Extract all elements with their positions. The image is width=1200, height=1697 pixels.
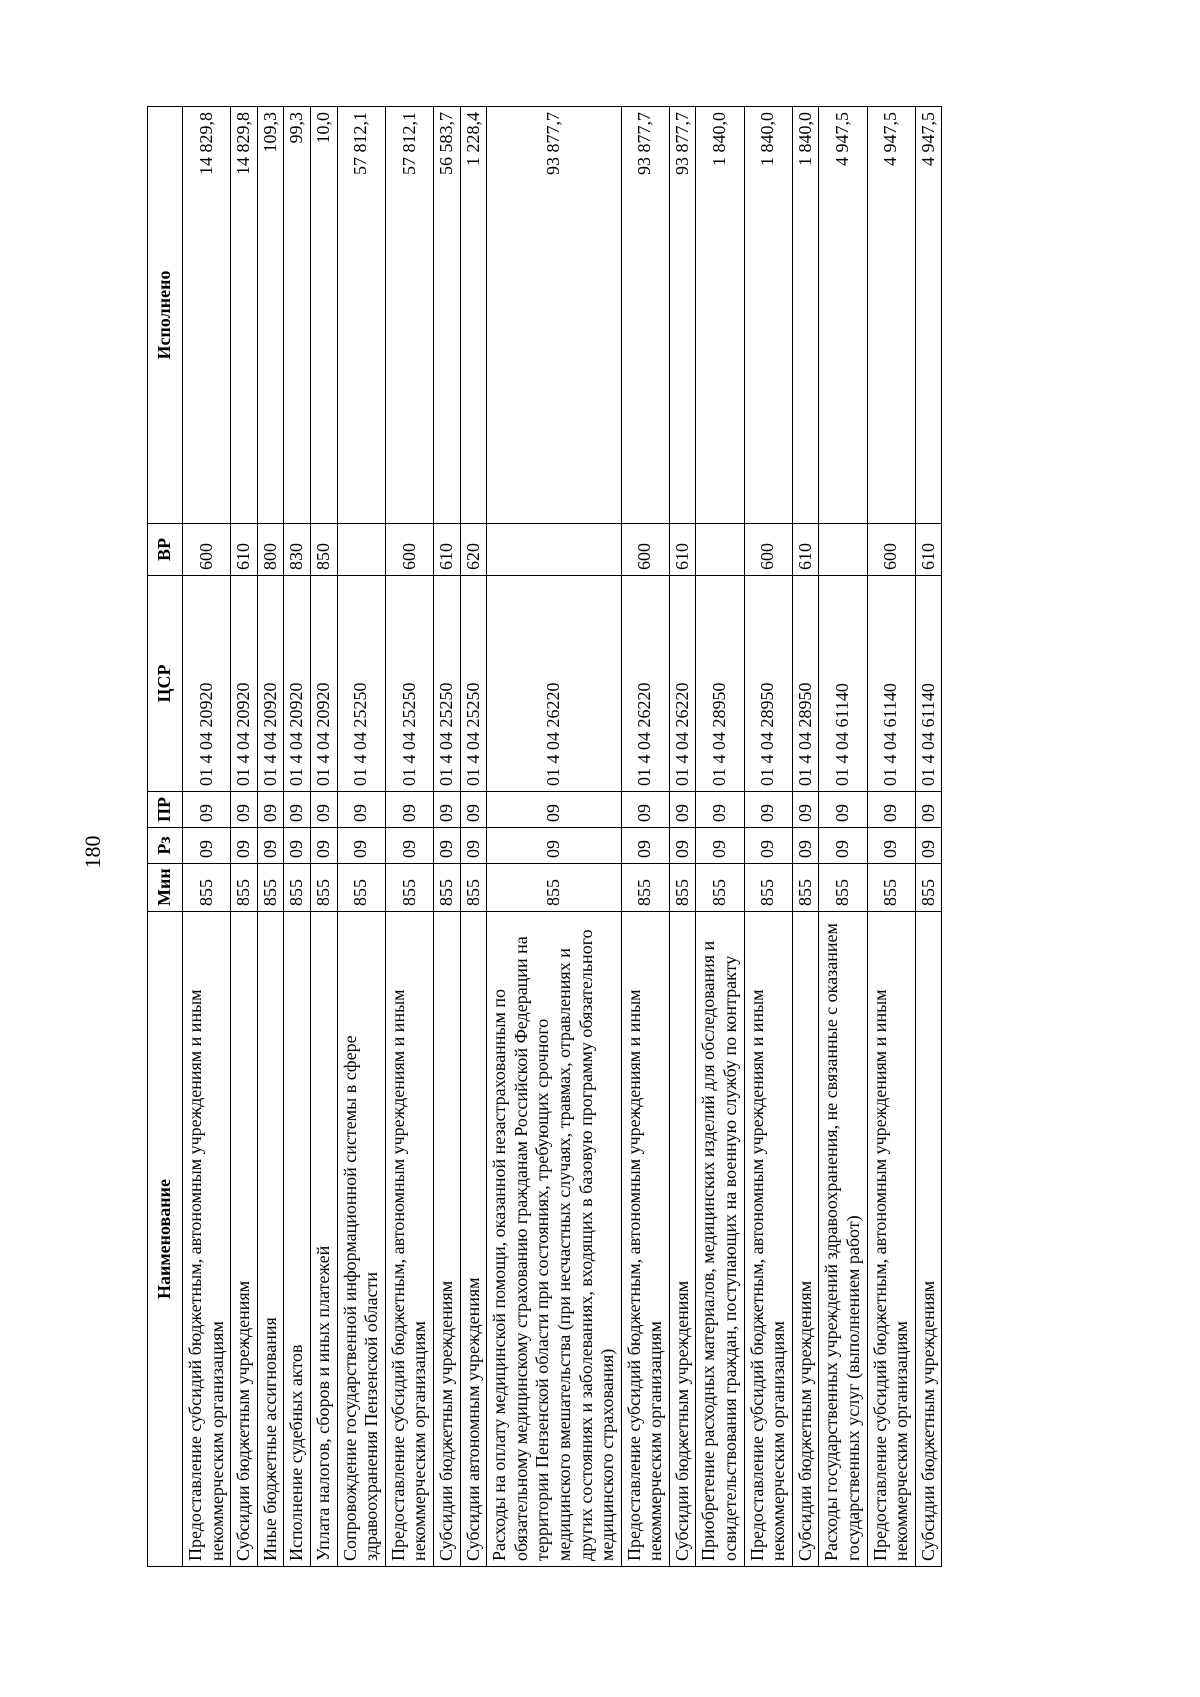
cell-vr: [696, 524, 744, 576]
cell-pr: 09: [183, 792, 231, 828]
header-min: Мин: [148, 864, 183, 912]
cell-min: 855: [337, 864, 385, 912]
cell-done: 93 877,7: [669, 107, 696, 524]
table-row: [385, 107, 433, 1567]
cell-min: 855: [183, 864, 231, 912]
table-row: [337, 107, 385, 1567]
table-row: [310, 107, 337, 1567]
cell-done: 10,0: [310, 107, 337, 524]
header-done: Исполнено: [148, 107, 183, 524]
cell-min: 855: [792, 864, 819, 912]
cell-name: Расходы на оплату медицинской помощи, оказанной незастрахованным по обязательному медицинскому страхованию гражданам Российской Федерации на территории Пензенской области при состояниях, требующих срочного медицинского вмешательства (при несчастных случаях, травмах, отравлениях и других состояниях и заболеваниях, входящих в базовую программу обязательного медицинского страхования): [487, 912, 622, 1567]
page-number: 180: [80, 835, 105, 869]
cell-vr: 610: [915, 524, 942, 576]
cell-pr: 09: [669, 792, 696, 828]
cell-name: Исполнение судебных актов: [284, 912, 311, 1567]
cell-name: Предоставление субсидий бюджетным, автономным учреждениям и иным некоммерческим организациям: [867, 912, 915, 1567]
cell-rz: 09: [487, 828, 622, 864]
table-row: [915, 107, 942, 1567]
cell-pr: 09: [744, 792, 792, 828]
cell-rz: 09: [867, 828, 915, 864]
cell-csr: 01 4 04 26220: [621, 576, 669, 792]
cell-done: 1 840,0: [744, 107, 792, 524]
cell-csr: 01 4 04 25250: [385, 576, 433, 792]
table-row: [257, 107, 284, 1567]
cell-done: 14 829,8: [183, 107, 231, 524]
cell-name: Субсидии бюджетным учреждениям: [231, 912, 258, 1567]
cell-pr: 09: [231, 792, 258, 828]
cell-rz: 09: [669, 828, 696, 864]
cell-vr: 600: [183, 524, 231, 576]
cell-done: 57 812,1: [385, 107, 433, 524]
cell-name: Приобретение расходных материалов, медицинских изделий для обследования и освидетельствования граждан, поступающих на военную службу по контракту: [696, 912, 744, 1567]
table-row: [792, 107, 819, 1567]
cell-vr: 600: [744, 524, 792, 576]
cell-name: Расходы государственных учреждений здравоохранения, не связанные с оказанием государственных услуг (выполнением работ): [819, 912, 867, 1567]
cell-min: 855: [231, 864, 258, 912]
header-pr: ПР: [148, 792, 183, 828]
cell-vr: 610: [433, 524, 460, 576]
cell-done: 14 829,8: [231, 107, 258, 524]
cell-name: Сопровождение государственной информационной системы в сфере здравоохранения Пензенской области: [337, 912, 385, 1567]
cell-vr: [337, 524, 385, 576]
table-row: [669, 107, 696, 1567]
cell-csr: 01 4 04 61140: [915, 576, 942, 792]
cell-vr: 610: [669, 524, 696, 576]
cell-csr: 01 4 04 61140: [819, 576, 867, 792]
cell-rz: 09: [433, 828, 460, 864]
cell-vr: 600: [621, 524, 669, 576]
cell-min: 855: [915, 864, 942, 912]
cell-csr: 01 4 04 20920: [231, 576, 258, 792]
cell-vr: 610: [792, 524, 819, 576]
cell-min: 855: [819, 864, 867, 912]
cell-vr: 620: [460, 524, 487, 576]
cell-name: Предоставление субсидий бюджетным, автономным учреждениям и иным некоммерческим организациям: [183, 912, 231, 1567]
cell-csr: 01 4 04 25250: [337, 576, 385, 792]
cell-pr: 09: [257, 792, 284, 828]
cell-rz: 09: [460, 828, 487, 864]
cell-csr: 01 4 04 61140: [867, 576, 915, 792]
cell-done: 4 947,5: [915, 107, 942, 524]
cell-pr: 09: [284, 792, 311, 828]
cell-vr: [819, 524, 867, 576]
cell-done: 1 228,4: [460, 107, 487, 524]
table-row: [867, 107, 915, 1567]
cell-csr: 01 4 04 25250: [433, 576, 460, 792]
cell-min: 855: [460, 864, 487, 912]
cell-rz: 09: [819, 828, 867, 864]
cell-pr: 09: [385, 792, 433, 828]
cell-name: Уплата налогов, сборов и иных платежей: [310, 912, 337, 1567]
header-name: Наименование: [148, 912, 183, 1567]
cell-pr: 09: [310, 792, 337, 828]
cell-rz: 09: [337, 828, 385, 864]
cell-rz: 09: [310, 828, 337, 864]
table-row: [460, 107, 487, 1567]
cell-csr: 01 4 04 28950: [744, 576, 792, 792]
cell-csr: 01 4 04 20920: [257, 576, 284, 792]
header-rz: Рз: [148, 828, 183, 864]
cell-min: 855: [433, 864, 460, 912]
cell-rz: 09: [915, 828, 942, 864]
cell-csr: 01 4 04 20920: [310, 576, 337, 792]
cell-name: Субсидии бюджетным учреждениям: [792, 912, 819, 1567]
table-row: [284, 107, 311, 1567]
cell-name: Субсидии бюджетным учреждениям: [915, 912, 942, 1567]
cell-rz: 09: [257, 828, 284, 864]
cell-done: 1 840,0: [792, 107, 819, 524]
cell-name: Субсидии бюджетным учреждениям: [433, 912, 460, 1567]
cell-pr: 09: [460, 792, 487, 828]
cell-pr: 09: [915, 792, 942, 828]
cell-csr: 01 4 04 26220: [487, 576, 622, 792]
cell-done: 109,3: [257, 107, 284, 524]
cell-csr: 01 4 04 25250: [460, 576, 487, 792]
cell-csr: 01 4 04 28950: [696, 576, 744, 792]
cell-name: Предоставление субсидий бюджетным, автономным учреждениям и иным некоммерческим организациям: [744, 912, 792, 1567]
cell-min: 855: [487, 864, 622, 912]
cell-csr: 01 4 04 26220: [669, 576, 696, 792]
table-row: [696, 107, 744, 1567]
table-row: [487, 107, 622, 1567]
cell-rz: 09: [744, 828, 792, 864]
cell-done: 1 840,0: [696, 107, 744, 524]
cell-done: 56 583,7: [433, 107, 460, 524]
cell-rz: 09: [284, 828, 311, 864]
cell-min: 855: [669, 864, 696, 912]
cell-pr: 09: [433, 792, 460, 828]
table-body: [183, 107, 942, 1567]
table-row: [819, 107, 867, 1567]
table-row: [183, 107, 231, 1567]
cell-done: 99,3: [284, 107, 311, 524]
cell-pr: 09: [867, 792, 915, 828]
cell-rz: 09: [621, 828, 669, 864]
cell-csr: 01 4 04 28950: [792, 576, 819, 792]
table-row: [744, 107, 792, 1567]
cell-min: 855: [696, 864, 744, 912]
header-csr: ЦСР: [148, 576, 183, 792]
rotated-table-wrapper: [147, 107, 1072, 1567]
header-vr: ВР: [148, 524, 183, 576]
cell-name: Предоставление субсидий бюджетным, автономным учреждениям и иным некоммерческим организациям: [385, 912, 433, 1567]
cell-min: 855: [621, 864, 669, 912]
cell-name: Иные бюджетные ассигнования: [257, 912, 284, 1567]
cell-vr: 600: [385, 524, 433, 576]
cell-pr: 09: [337, 792, 385, 828]
cell-name: Субсидии бюджетным учреждениям: [669, 912, 696, 1567]
cell-vr: 830: [284, 524, 311, 576]
cell-pr: 09: [621, 792, 669, 828]
cell-min: 855: [385, 864, 433, 912]
cell-rz: 09: [696, 828, 744, 864]
cell-csr: 01 4 04 20920: [284, 576, 311, 792]
cell-done: 4 947,5: [819, 107, 867, 524]
cell-pr: 09: [696, 792, 744, 828]
cell-rz: 09: [231, 828, 258, 864]
cell-name: Предоставление субсидий бюджетным, автономным учреждениям и иным некоммерческим организациям: [621, 912, 669, 1567]
cell-vr: 600: [867, 524, 915, 576]
cell-vr: 800: [257, 524, 284, 576]
cell-min: 855: [310, 864, 337, 912]
cell-csr: 01 4 04 20920: [183, 576, 231, 792]
cell-min: 855: [867, 864, 915, 912]
cell-done: 4 947,5: [867, 107, 915, 524]
cell-rz: 09: [183, 828, 231, 864]
cell-rz: 09: [792, 828, 819, 864]
table-row: [433, 107, 460, 1567]
cell-vr: 850: [310, 524, 337, 576]
cell-vr: [487, 524, 622, 576]
table-row: [621, 107, 669, 1567]
cell-pr: 09: [792, 792, 819, 828]
cell-pr: 09: [819, 792, 867, 828]
budget-table: [147, 106, 942, 1567]
cell-done: 93 877,7: [621, 107, 669, 524]
cell-pr: 09: [487, 792, 622, 828]
table-header-row: [148, 107, 183, 1567]
cell-name: Субсидии автономным учреждениям: [460, 912, 487, 1567]
cell-done: 57 812,1: [337, 107, 385, 524]
cell-done: 93 877,7: [487, 107, 622, 524]
cell-rz: 09: [385, 828, 433, 864]
cell-min: 855: [284, 864, 311, 912]
cell-vr: 610: [231, 524, 258, 576]
cell-min: 855: [744, 864, 792, 912]
table-row: [231, 107, 258, 1567]
cell-min: 855: [257, 864, 284, 912]
